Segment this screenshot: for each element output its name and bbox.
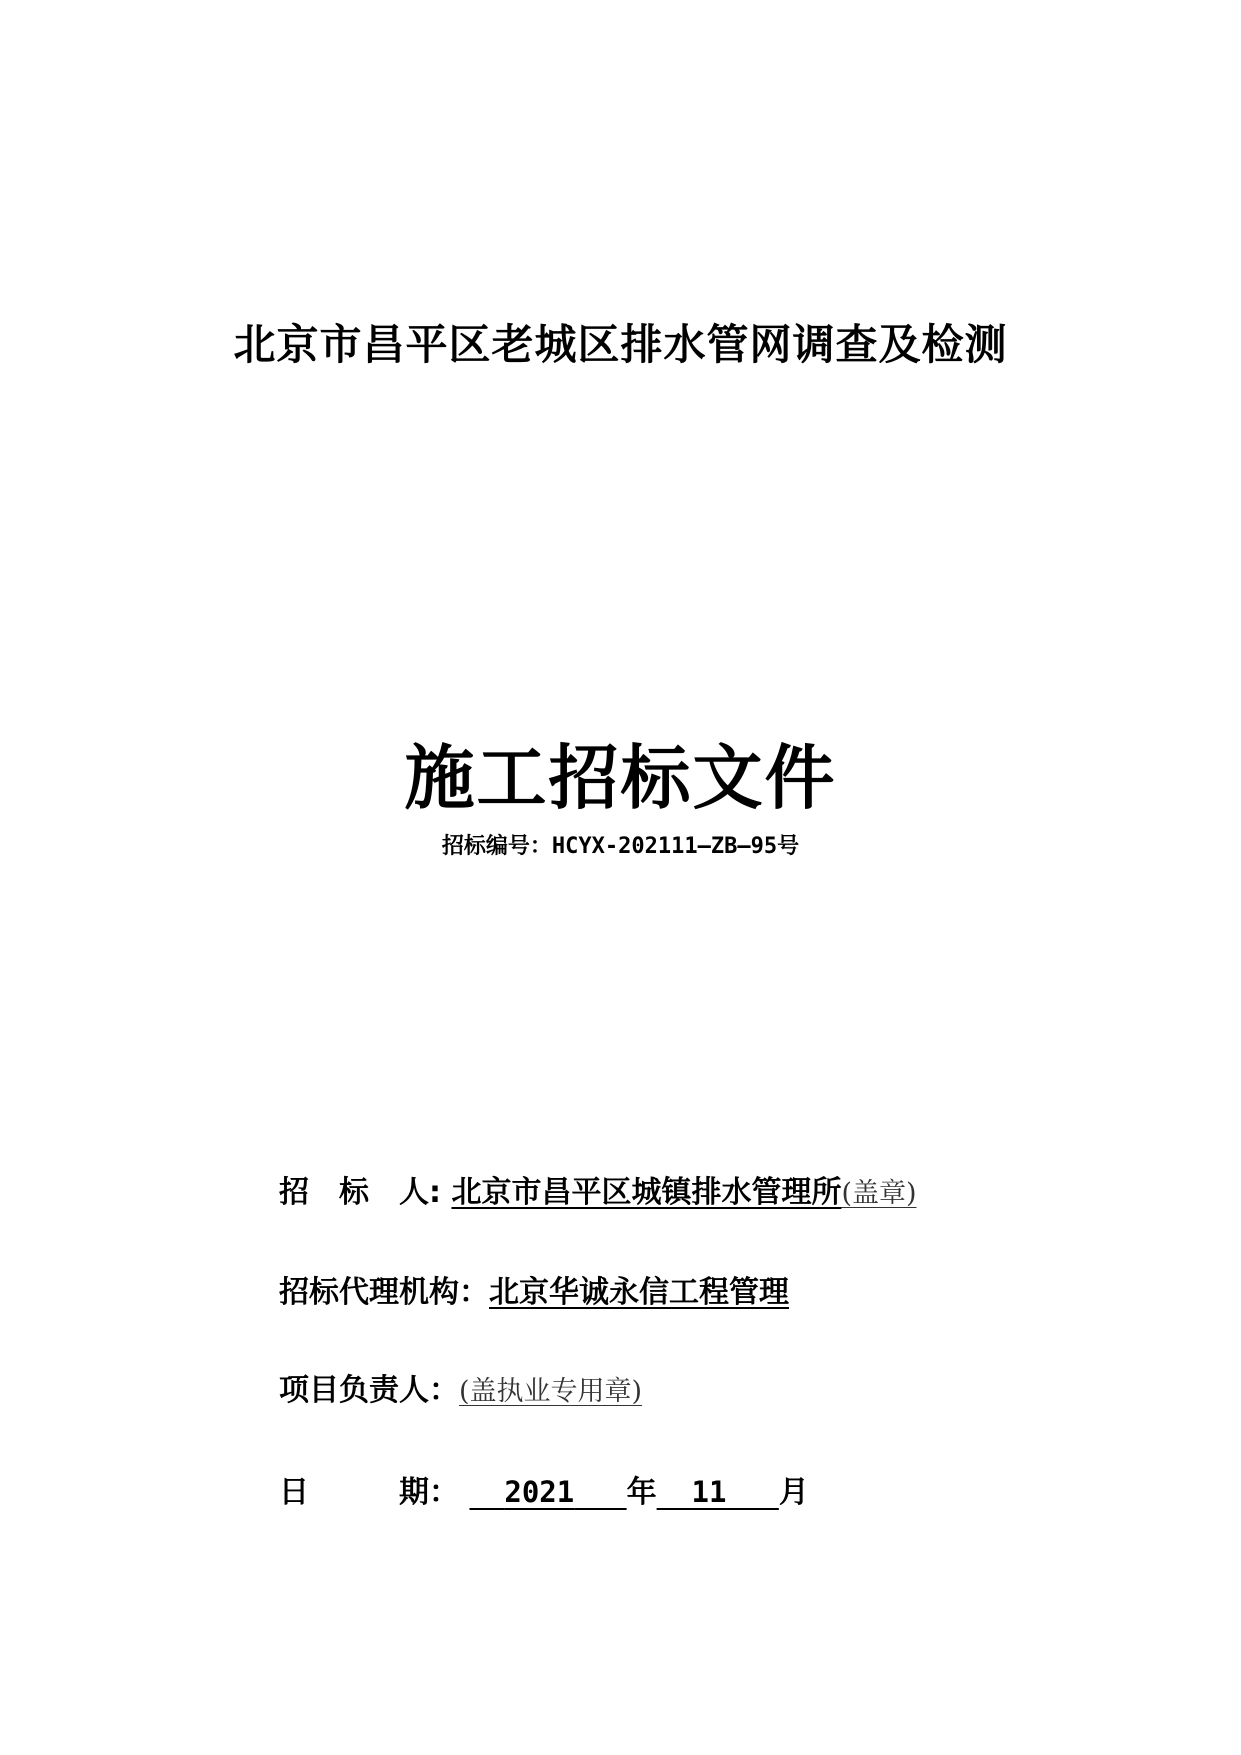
date-year-value: 2021	[504, 1475, 575, 1509]
agency-value: 北京华诚永信工程管理	[489, 1275, 789, 1310]
agency-label: 招标代理机构：	[279, 1275, 489, 1310]
tenderer-stamp-note: (盖章)	[841, 1178, 917, 1209]
date-month	[657, 1475, 779, 1509]
project-manager-label: 项目负责人：	[279, 1373, 459, 1408]
project-manager-stamp-note: (盖执业专用章)	[459, 1376, 643, 1407]
date-label: 日 期：	[279, 1475, 459, 1510]
agency-row	[279, 1273, 789, 1313]
date-year	[469, 1475, 626, 1509]
tenderer-row	[279, 1173, 917, 1214]
tenderer-value: 北京市昌平区城镇排水管理所	[451, 1175, 842, 1210]
project-title: 北京市昌平区老城区排水管网调查及检测	[233, 320, 1008, 369]
date-year-unit: 年	[626, 1475, 657, 1510]
date-month-unit: 月	[778, 1475, 809, 1510]
tender-number-code: HCYX-202111—ZB—95	[551, 834, 778, 859]
tender-number-suffix: 号	[777, 834, 800, 859]
project-manager-row	[279, 1371, 642, 1412]
document-title: 施工招标文件	[404, 737, 837, 819]
date-row	[279, 1472, 809, 1513]
tender-number	[0, 829, 1241, 860]
date-month-value: 11	[691, 1475, 727, 1509]
tender-number-label: 招标编号：	[441, 834, 552, 859]
tenderer-label: 招 标 人:	[279, 1175, 441, 1210]
